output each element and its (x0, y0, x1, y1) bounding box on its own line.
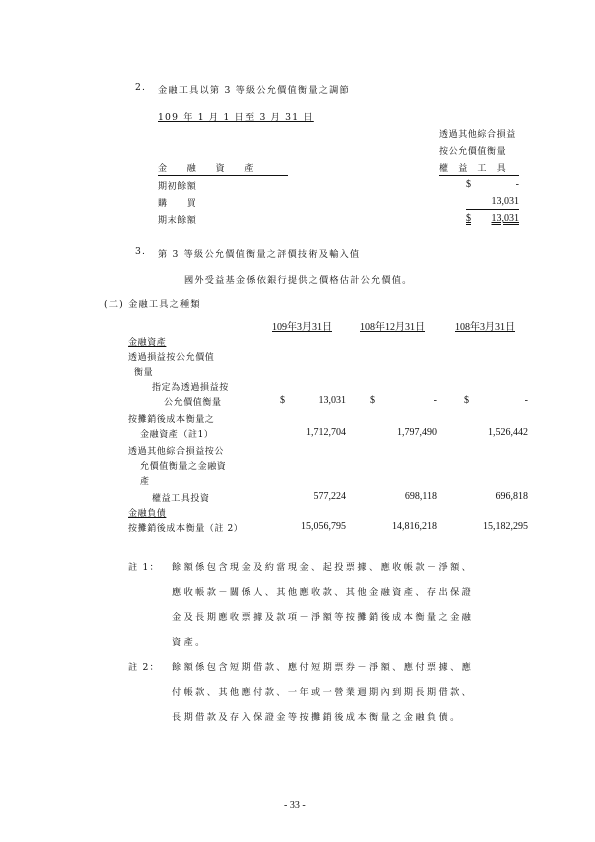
page-number: - 33 - (284, 800, 306, 811)
column-header-line1: 透過其他綜合損益 (439, 130, 516, 140)
cell-value: 15,182,295 (483, 521, 528, 532)
column-header-date: 108年3月31日 (455, 322, 515, 333)
note2-line: 付帳款、其他應付款、一年或一營業週期內到期長期借款、 (172, 687, 474, 698)
assets-header: 金融資產 (128, 338, 167, 348)
section2-period: 109 年 1 月 1 日至 3 月 31 日 (158, 112, 314, 123)
recon-row-currency: $ (466, 179, 471, 190)
note1-line: 餘額係包含現金及約當現金、起投票據、應收帳款－淨額、 (172, 562, 474, 573)
cell-value: - (433, 395, 437, 406)
recon-row-currency: $ (466, 213, 471, 224)
section3-heading: 第 3 等級公允價值衡量之評價技術及輸入值 (158, 249, 361, 260)
recon-row-value: - (515, 179, 519, 190)
asset-row-label: 衡量 (134, 368, 154, 378)
cell-currency: $ (464, 395, 469, 406)
cell-value: 1,526,442 (488, 427, 528, 438)
subtotal-rule (466, 209, 519, 210)
asset-row-label: 指定為透過損益按 (152, 383, 229, 393)
recon-row-label: 期末餘額 (158, 216, 197, 226)
section2-heading-number: 2. (135, 82, 147, 93)
section-b-heading: (二) 金融工具之種類 (104, 299, 201, 310)
section3-heading-number: 3. (135, 246, 147, 257)
cell-value: 577,224 (313, 491, 346, 502)
asset-row-label: 透過其他綜合損益按公 (128, 447, 225, 457)
cell-value: 696,818 (495, 491, 528, 502)
section3-body: 國外受益基金係依銀行提供之價格估計公允價值。 (184, 275, 413, 286)
cell-value: 1,797,490 (397, 427, 437, 438)
cell-value: 13,031 (318, 395, 346, 406)
recon-row-label: 購 買 (158, 199, 197, 209)
asset-row-label: 按攤銷後成本衡量之 (128, 415, 215, 425)
note1-line: 資產。 (172, 637, 207, 648)
cell-currency: $ (280, 395, 285, 406)
note1-line: 金及長期應收票據及款項－淨額等按攤銷後成本衡量之金融 (172, 612, 474, 623)
asset-row-label: 產 (140, 477, 150, 487)
asset-row-label: 金融資產（註1） (140, 430, 214, 440)
liability-row-label: 按攤銷後成本衡量（註 2） (128, 524, 244, 534)
cell-value: 15,056,795 (301, 521, 346, 532)
column-header-rule (439, 175, 519, 176)
note2-label: 註 2： (128, 662, 160, 673)
asset-row-label: 允價值衡量之金融資 (140, 462, 227, 472)
recon-row-label: 期初餘額 (158, 182, 197, 192)
cell-value: 14,816,218 (392, 521, 437, 532)
row-header-rule (158, 175, 288, 176)
row-header-financial-assets: 金 融 資 產 (158, 164, 255, 174)
note1-line: 應收帳款－關係人、其他應收款、其他金融資產、存出保證 (172, 587, 474, 598)
section2-heading: 金融工具以第 3 等級公允價值衡量之調節 (158, 85, 350, 96)
note2-line: 餘額係包含短期借款、應付短期票券－淨額、應付票據、應 (172, 662, 474, 673)
liabilities-header: 金融負債 (128, 509, 167, 519)
note1-label: 註 1： (128, 562, 160, 573)
recon-row-value: 13,031 (491, 196, 519, 207)
note2-line: 長期借款及存入保證金等按攤銷後成本衡量之金融負債。 (172, 712, 462, 723)
cell-value: 698,118 (404, 491, 437, 502)
recon-row-value: 13,031 (491, 213, 519, 224)
column-header-date: 109年3月31日 (272, 322, 332, 333)
cell-currency: $ (370, 395, 375, 406)
asset-row-label: 權益工具投資 (152, 494, 210, 504)
cell-value: - (524, 395, 528, 406)
column-header-date: 108年12月31日 (360, 322, 425, 333)
column-header-line3: 權 益 工 具 (439, 164, 507, 174)
column-header-line2: 按公允價值衡量 (439, 147, 507, 157)
asset-row-label: 公允價值衡量 (164, 398, 222, 408)
asset-row-label: 透過損益按公允價值 (128, 353, 215, 363)
cell-value: 1,712,704 (306, 427, 346, 438)
